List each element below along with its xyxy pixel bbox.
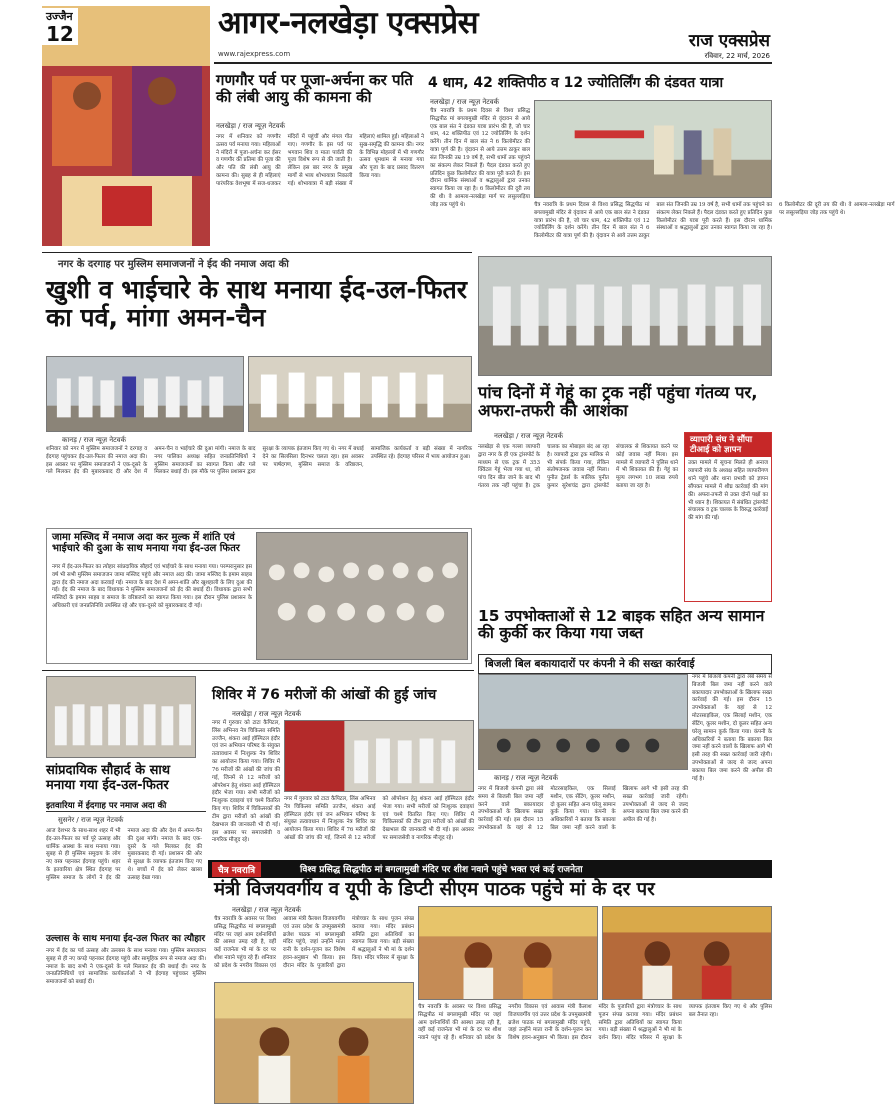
- story4-headline: पांच दिनों में गेहूं का ट्रक नहीं पहुंचा गंतव्य पर, अफरा-तफरी की आशंका: [478, 383, 758, 421]
- section-rule-2: [42, 670, 474, 671]
- story6-byline: कानड़ / राज न्यूज़ नेटवर्क: [494, 774, 558, 782]
- traders-box: [684, 432, 772, 602]
- city-label: उज्जैन: [46, 10, 73, 23]
- masthead-rule: [214, 62, 772, 64]
- story10-body-2: चैत्र नवरात्रि के अवसर पर विश्व प्रसिद्ध सिद्धपीठ मां बगलामुखी मंदिर पर जहां आम दर्शनार्थियों की आस्था उमड़ रही है, वहीं कई राजनेता भी मां के दर पर शीश नवाने पहुंच रहे हैं। शनिवार को प्रदेश के नगरीय विकास एवं आवास मंत्री कैलाश विजयवर्गीय एवं उत्तर प्रदेश के उपमुख्यमंत्री ब्रजेश पाठक मां बगलामुखी मंदिर पहुंचे, जहां उन्होंने माता रानी के दर्शन-पूजन कर विशेष हवन-अनुष्ठान भी किया। इस दौरान मंदिर के पुजारियों द्वारा मंत्रोच्चार के साथ पूजन संपन्न कराया गया। मंदिर प्रबंधन समिति द्वारा अतिथियों का स्वागत किया गया। बड़ी संख्या में श्रद्धालुओं ने भी मां के दर्शन किए। मंदिर परिसर में सुरक्षा के व्यापक इंतजाम किए गए थे और पुलिस बल तैनात रहा।: [418, 1004, 772, 1042]
- story3-headline: खुशी व भाईचारे के साथ मनाया ईद-उल-फितर का पर्व, मांगा अमन-चैन: [46, 275, 467, 332]
- brand-name: राज एक्सप्रेस: [688, 31, 770, 51]
- page-number: 12: [46, 22, 74, 46]
- story8-byline: सुसनेर / राज न्यूज़ नेटवर्क: [58, 816, 124, 824]
- story10-headline: मंत्री विजयवर्गीय व यूपी के डिप्टी सीएम पाठक पहुंचे मां के दर पर: [214, 879, 655, 900]
- story3-photo-2: [248, 356, 472, 432]
- story1-body: नगर में शनिवार को गणगौर उत्सव पर्व मनाया गया। महिलाओं ने मंदिरों में पूजा-अर्चना कर ईसर व गणगौर की प्रतिमा की पूजा की और पति की लंबी आयु की कामना की। सुबह से ही महिलाएं पारंपरिक वेशभूषा में सज-धजकर मंदिरों में पहुंचीं और मंगल गीत गाए। गणगौर के इस पर्व पर भगवान शिव व माता पार्वती की पूजा विशेष रूप से की जाती है। लेकिन इस बार नगर के प्रमुख मार्गों से भव्य शोभायात्रा निकाली गई। शोभायात्रा में बड़ी संख्या में महिलाएं शामिल हुईं। महिलाओं ने सुख-समृद्धि की कामना की। नगर के विभिन्न मोहल्लों में भी गणगौर उत्सव धूमधाम से मनाया गया और पूजा के बाद प्रसाद वितरण किया गया।: [216, 134, 424, 187]
- story7-body-2: नगर में गुरुवार को टाटा कैपिटल, लिंस अभिनव नेत्र चिकित्सा समिति उज्जैन, शंकरा आई हॉस्पिटल इंदौर एवं जन अभियान परिषद के संयुक्त तत्वावधान में निःशुल्क नेत्र शिविर का आयोजन किया गया। शिविर में 76 मरीजों की आंखों की जांच की गई, जिनमें से 12 मरीजों को ऑपरेशन हेतु शंकरा आई हॉस्पिटल इंदौर भेजा गया। सभी मरीजों को निःशुल्क दवाइयां एवं चश्मे वितरित किए गए। शिविर में चिकित्सकों की टीम द्वारा मरीजों को आंखों की देखभाल की जानकारी भी दी गई। इस अवसर पर समाजसेवी व नागरिक मौजूद रहे।: [284, 796, 474, 842]
- story6-photo: [478, 674, 688, 770]
- story9-body: नगर में ईद का पर्व उत्साह और उल्लास के साथ मनाया गया। मुस्लिम समाजजन सुबह से ही नए कपड़े पहनकर ईदगाह पहुंचे और सामूहिक रूप से नमाज अदा की। नमाज के बाद सभी ने एक-दूसरे के गले मिलकर ईद की बधाई दी। नगर के जनप्रतिनिधियों एवं सामाजिक कार्यकर्ताओं ने भी ईदगाह पहुंचकर मुस्लिम समाजजनों को बधाई दी।: [46, 948, 206, 986]
- city-tag: [42, 8, 78, 45]
- story3-byline: कानड़ / राज न्यूज़ नेटवर्क: [62, 436, 126, 444]
- story1-headline: गणगौर पर्व पर पूजा-अर्चना कर पति की लंबी आयु की कामना की: [216, 71, 413, 106]
- issue-date: रविवार, 22 मार्च, 2026: [704, 52, 770, 60]
- story5-headline: जामा मस्जिद में नमाज अदा कर मुल्क में शांति एवं भाईचारे की दुआ के साथ मनाया गया ईद-उल फितर: [52, 532, 240, 555]
- section-rule-1: [42, 252, 472, 253]
- story7-body: नगर में गुरुवार को टाटा कैपिटल, लिंस अभिनव नेत्र चिकित्सा समिति उज्जैन, शंकरा आई हॉस्पिटल इंदौर एवं जन अभियान परिषद के संयुक्त तत्वावधान में निःशुल्क नेत्र शिविर का आयोजन किया गया। शिविर में 76 मरीजों की आंखों की जांच की गई, जिनमें से 12 मरीजों को ऑपरेशन हेतु शंकरा आई हॉस्पिटल इंदौर भेजा गया। सभी मरीजों को निःशुल्क दवाइयां एवं चश्मे वितरित किए गए। शिविर में चिकित्सकों की टीम द्वारा मरीजों को आंखों की देखभाल की जानकारी भी दी गई। इस अवसर पर समाजसेवी व नागरिक मौजूद रहे।: [212, 720, 280, 844]
- story5-photo: [256, 532, 468, 660]
- traders-box-headline: व्यापारी संघ ने सौंपा टीआई को ज्ञापन: [685, 433, 771, 457]
- story6-headline: 15 उपभोक्ताओं से 12 बाइक सहित अन्य सामान की कुर्की कर किया गया जब्त: [478, 607, 765, 643]
- story6-body: नगर में बिजली कंपनी द्वारा लंबे समय से बिजली बिल जमा नहीं करने वाले बकायादार उपभोक्ताओं के खिलाफ सख्त कार्रवाई की गई। इस दौरान 15 उपभोक्ताओं के यहां से 12 मोटरसाइकिल, एक सिलाई मशीन, एक सेंटिंग, कूलर मशीन, दो कूलर सहित अन्य घरेलू सामान कुर्क किया गया। कंपनी के अधिकारियों ने बताया कि बकाया बिल जमा नहीं करने वालों के खिलाफ आगे भी इसी तरह की सख्त कार्रवाई जारी रहेगी। उपभोक्ताओं से जल्द से जल्द अपना बकाया बिल जमा करने की अपील की गई है।: [478, 786, 688, 832]
- story9-headline: उल्लास के साथ मनाया ईद-उल फितर का त्यौहार: [46, 934, 206, 944]
- kicker: नगर के दरगाह पर मुस्लिम समाजजनों ने ईद की नमाज अदा की: [58, 259, 289, 270]
- story10-tag: चैत्र नवरात्रि: [212, 862, 261, 877]
- story7-photo: [284, 720, 474, 792]
- story8-headline: सांप्रदायिक सौहार्द के साथ मनाया गया ईद-उल-फितर: [46, 763, 171, 793]
- story10-photo-1: [418, 906, 598, 1000]
- story10-photo-3: [214, 982, 414, 1104]
- story4-byline: नलखेड़ा / राज न्यूज़ नेटवर्क: [494, 432, 564, 440]
- story10-photo-2: [602, 906, 772, 1000]
- story4-body: नलखेड़ा से एक गल्ला व्यापारी द्वारा नगर के ही एक ट्रांसपोर्ट के माध्यम से एक ट्रक में 353 क्विंटल गेहूं भेजा गया था, जो पांच दिन बीत जाने के बाद भी गंतव्य तक नहीं पहुंचा है। ट्रक चालक का मोबाइल बंद आ रहा है। व्यापारी द्वारा ट्रक मालिक से भी संपर्क किया गया, लेकिन संतोषजनक जवाब नहीं मिला। पुनीत ट्रेडर्स के मालिक पुनीत कुमार सुरेशचंद्र द्वारा ट्रांसपोर्ट संचालक से शिकायत करने पर कोई जवाब नहीं मिला। इस मामले में व्यापारी ने पुलिस थाने में भी शिकायत की है। गेहूं का मूल्य लगभग 10 लाख रुपये बताया जा रहा है।: [478, 444, 678, 490]
- story10-kicker: विश्व प्रसिद्ध सिद्धपीठ मां बगलामुखी मंदिर पर शीश नवाने पहुंचे भक्त एवं कई राजनेता: [300, 865, 583, 875]
- story3-body: शनिवार को नगर में मुस्लिम समाजजनों ने दरगाह व ईदगाह पहुंचकर ईद-उल-फितर की नमाज अदा की। इस अवसर पर मुस्लिम समाजजनों ने एक-दूसरे के गले मिलकर ईद की मुबारकबाद दी और देश में अमन-चैन व भाईचारे की दुआ मांगी। नमाज के बाद नगर पालिका अध्यक्ष सहित जनप्रतिनिधियों ने मुस्लिम समाजजनों का स्वागत किया और गले मिलकर बधाई दी। इस मौके पर पुलिस प्रशासन द्वारा सुरक्षा के व्यापक इंतजाम किए गए थे। नगर में बधाई देने का सिलसिला दिनभर चलता रहा। इस अवसर पर पार्षदगण, मुस्लिम समाज के वरिष्ठजन, सामाजिक कार्यकर्ता व बड़ी संख्या में नागरिक उपस्थित रहे। ईदगाह परिसर में भव्य आयोजन हुआ।: [46, 446, 472, 476]
- story2-byline: नलखेड़ा / राज न्यूज़ नेटवर्क: [430, 98, 500, 106]
- story10-byline: नलखेड़ा / राज न्यूज़ नेटवर्क: [232, 906, 302, 914]
- story6-subhead: बिजली बिल बकायादारों पर कंपनी ने की सख्त कार्रवाई: [478, 654, 772, 674]
- story4-top-photo: [478, 256, 772, 376]
- story2-body: चैत्र नवरात्रि के प्रथम दिवस से विश्व प्रसिद्ध सिद्धपीठ मां बगलामुखी मंदिर से वृंदावन से आये एक बाल संत ने दंडवत यात्रा प्रारंभ की है, जो चार धाम, 42 शक्तिपीठ एवं 12 ज्योतिर्लिंग के दर्शन करेंगे। तीन दिन में बाल संत ने 6 किलोमीटर की यात्रा पूर्ण की है। वृंदावन से आये उत्तम ठाकुर बाल संत जिनकी उम्र 19 वर्ष है, सभी धामों तक पहुंचने का संकल्प लेकर निकले हैं। पैदल दंडवत करते हुए प्रतिदिन कुछ किलोमीटर की यात्रा पूरी करते हैं। इस दौरान धार्मिक संस्थाओं व श्रद्धालुओं द्वारा उनका स्वागत किया जा रहा है। 6 किलोमीटर की दूरी तय की थी। वे आमला-नलखेड़ा मार्ग पर लसुल्लड़िया जोड़ तक पहुंचे थे।: [430, 108, 530, 208]
- story8-subhead: इतवारिया में ईदगाह पर नमाज अदा की: [46, 800, 206, 812]
- story2-headline: 4 धाम, 42 शक्तिपीठ व 12 ज्योतिर्लिंग की दंडवत यात्रा: [428, 75, 724, 91]
- story10-body: चैत्र नवरात्रि के अवसर पर विश्व प्रसिद्ध सिद्धपीठ मां बगलामुखी मंदिर पर जहां आम दर्शनार्थियों की आस्था उमड़ रही है, वहीं कई राजनेता भी मां के दर पर शीश नवाने पहुंच रहे हैं। शनिवार को प्रदेश के नगरीय विकास एवं आवास मंत्री कैलाश विजयवर्गीय एवं उत्तर प्रदेश के उपमुख्यमंत्री ब्रजेश पाठक मां बगलामुखी मंदिर पहुंचे, जहां उन्होंने माता रानी के दर्शन-पूजन कर विशेष हवन-अनुष्ठान भी किया। इस दौरान मंदिर के पुजारियों द्वारा मंत्रोच्चार के साथ पूजन संपन्न कराया गया। मंदिर प्रबंधन समिति द्वारा अतिथियों का स्वागत किया गया। बड़ी संख्या में श्रद्धालुओं ने भी मां के दर्शन किए। मंदिर परिसर में सुरक्षा के: [214, 916, 414, 969]
- story8-body: आज देशभर के साथ-साथ शहर में भी ईद-उल-फितर का पर्व पूरे उत्साह और धार्मिक आस्था के साथ मनाया गया। सुबह से ही मुस्लिम समुदाय के लोग नए वस्त्र पहनकर ईदगाह पहुंचे। शहर के इतवारिया क्षेत्र स्थित ईदगाह पर मुस्लिम समाज के लोगों ने ईद की नमाज अदा की और देश में अमन-चैन की दुआ मांगी। नमाज के बाद एक-दूसरे के गले मिलकर ईद की मुबारकबाद दी गई। प्रशासन की ओर से सुरक्षा के व्यापक इंतजाम किए गए थे। बच्चों में ईद को लेकर खासा उत्साह देखा गया।: [46, 828, 202, 881]
- masthead-title: आगर-नलखेड़ा एक्सप्रेस: [218, 5, 479, 41]
- story2-body-2: चैत्र नवरात्रि के प्रथम दिवस से विश्व प्रसिद्ध सिद्धपीठ मां बगलामुखी मंदिर से वृंदावन से आये एक बाल संत ने दंडवत यात्रा प्रारंभ की है, जो चार धाम, 42 शक्तिपीठ एवं 12 ज्योतिर्लिंग के दर्शन करेंगे। तीन दिन में बाल संत ने 6 किलोमीटर की यात्रा पूर्ण की है। वृंदावन से आये उत्तम ठाकुर बाल संत जिनकी उम्र 19 वर्ष है, सभी धामों तक पहुंचने का संकल्प लेकर निकले हैं। पैदल दंडवत करते हुए प्रतिदिन कुछ किलोमीटर की यात्रा पूरी करते हैं। इस दौरान धार्मिक संस्थाओं व श्रद्धालुओं द्वारा उनका स्वागत किया जा रहा है। 6 किलोमीटर की दूरी तय की थी। वे आमला-नलखेड़ा मार्ग पर लसुल्लड़िया जोड़ तक पहुंचे थे।: [534, 202, 895, 240]
- story3-photo-1: [46, 356, 244, 432]
- masthead-url[interactable]: www.rajexpress.com: [218, 50, 291, 58]
- story1-byline: नलखेड़ा / राज न्यूज़ नेटवर्क: [216, 122, 286, 130]
- story7-headline: शिविर में 76 मरीजों की आंखों की हुई जांच: [212, 687, 437, 703]
- story2-photo: [534, 100, 772, 198]
- story6-side-text: नगर में बिजली कंपनी द्वारा लंबे समय से बिजली बिल जमा नहीं करने वाले बकायादार उपभोक्ताओं के खिलाफ सख्त कार्रवाई की गई। इस दौरान 15 उपभोक्ताओं के यहां से 12 मोटरसाइकिल, एक सिलाई मशीन, एक सेंटिंग, कूलर मशीन, दो कूलर सहित अन्य घरेलू सामान कुर्क किया गया। कंपनी के अधिकारियों ने बताया कि बकाया बिल जमा नहीं करने वालों के खिलाफ आगे भी इसी तरह की सख्त कार्रवाई जारी रहेगी। उपभोक्ताओं से जल्द से जल्द अपना बकाया बिल जमा करने की अपील की गई है।: [692, 674, 772, 782]
- story7-byline: नलखेड़ा / राज न्यूज़ नेटवर्क: [232, 710, 302, 718]
- traders-box-body: उक्त मामले में सूचना मिलते ही अनाज व्यापारी संघ के अध्यक्ष सहित व्यापारीगण थाने पहुंचे और थाना प्रभारी को ज्ञापन सौंपकर मामले में शीघ्र कार्रवाई की मांग की। अफरा-तफरी से उक्त दोनों पक्षों का भी ध्यान है। शिकायत में संबंधित ट्रांसपोर्ट संचालक व ट्रक चालक के विरुद्ध कार्रवाई की मांग की गई।: [688, 460, 768, 522]
- story5-body: नगर में ईद-उल-फितर का त्योहार सांप्रदायिक सौहार्द एवं भाईचारे के साथ मनाया गया। परम्परानुसार इस वर्ष भी सभी मुस्लिम समाजजन जामा मस्जिद पहुंचे और नमाज अदा की। जामा मस्जिद के इमाम साहब द्वारा ईद की नमाज अदा करवाई गई। नमाज के बाद देश में अमन-शांति और खुशहाली के लिए दुआ की गई। ईद की नमाज के बाद विधायक ने मुस्लिम समाजजनों को ईद की बधाई दी। विधायक द्वारा सभी मस्जिदों के इमाम साहब व समाज के वरिष्ठजनों का स्वागत किया गया। इस दौरान पुलिस प्रशासन के अधिकारी एवं जनप्रतिनिधि उपस्थित रहे और एक-दूसरे को मुबारकबाद दी गई।: [52, 564, 252, 610]
- story8-photo: [46, 676, 196, 758]
